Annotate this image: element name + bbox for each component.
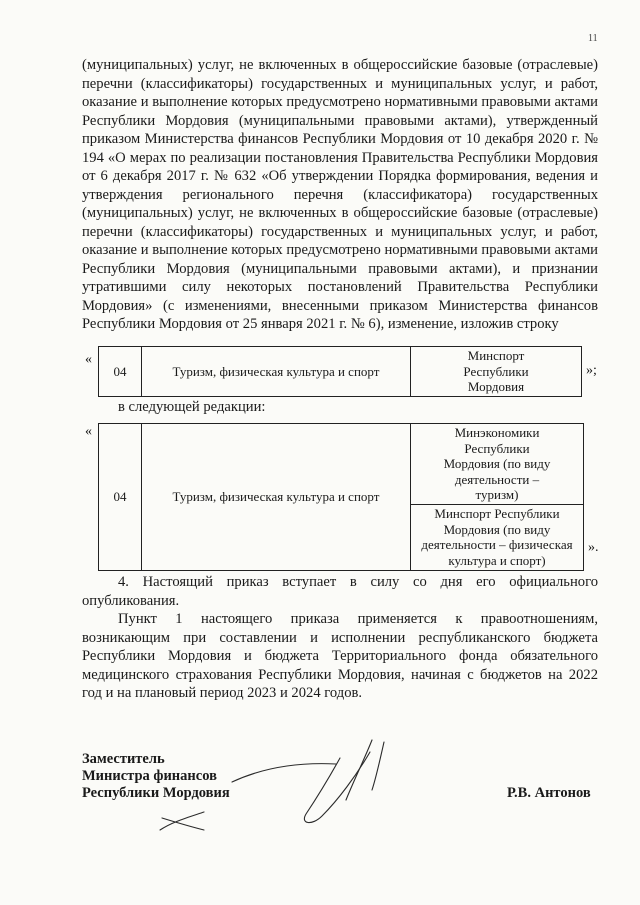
signatory-name: Р.В. Антонов [507,785,591,801]
intro-paragraph: (муниципальных) услуг, не включенных в общероссийские базовые (отраслевые) перечни (классификаторы) государственных и муниципальных услуг, и работ, оказание и выполнение которых предусмотрено нормативными правовыми актами Республики Мордовия (муниципальными правовыми актами), утвержденный приказом Министерства финансов Республики Мордовия от 10 декабря 2020 г. № 194 «О мерах по реализации постановления Правительства Республики Мордовия от 6 декабря 2017 г. № 632 «Об утверждении Порядка формирования, ведения и утверждения регионального перечня (классификатора) государственных (муниципальных) услуг, не включенных в общероссийские базовые (отраслевые) перечни (классификаторы) государственных и муниципальных услуг, и работ, оказание и выполнение которых предусмотрено нормативными правовыми актами Республики Мордовия (муниципальными правовыми актами), и признании утратившими силу некоторых постановлений Правительства Республики Мордовия» (с изменениями, внесенными приказом Министерства финансов Республики Мордовия от 25 января 2021 г. № 6), изменение, изложив строку [82,57,598,332]
signatory-position [82,751,230,802]
old-row-close-quote: »; [586,363,597,378]
new-row-close-quote: ». [588,540,599,555]
new-row-code: 04 [99,424,142,571]
position-line-2: Министра финансов [82,768,217,784]
new-row-table [98,423,584,571]
transition-text: в следующей редакции: [118,399,266,415]
old-row-name: Туризм, физическая культура и спорт [142,347,411,397]
page-number: 11 [588,33,598,44]
item-4-detail-paragraph: Пункт 1 настоящего приказа применяется к правоотношениям, возникающим при составлении и исполнении республиканского бюджета Республики Мордовия и бюджета Территориального фонда обязательного медицинского страхования Республики Мордовия, начиная с бюджетов на 2022 год и на плановый период 2023 и 2024 годов. [82,611,598,701]
position-line-1: Заместитель [82,751,165,767]
new-row-ministry-2: Минспорт Республики Мордовия (по виду деятельности – физическая культура и спорт) [411,504,584,570]
old-row-code: 04 [99,347,142,397]
old-row-open-quote: « [85,352,92,367]
old-row-table [98,346,582,397]
new-row-open-quote: « [85,424,92,439]
old-row-ministry: Минспорт Республики Мордовия [411,347,582,397]
table-row [99,424,584,505]
new-row-name: Туризм, физическая культура и спорт [142,424,411,571]
position-line-3: Республики Мордовия [82,785,230,801]
item-4-paragraph: 4. Настоящий приказ вступает в силу со дня его официального опубликования. [82,574,598,609]
table-row [99,347,582,397]
new-row-ministry-1: Минэкономики Республики Мордовия (по виду деятельности – туризм) [411,424,584,505]
